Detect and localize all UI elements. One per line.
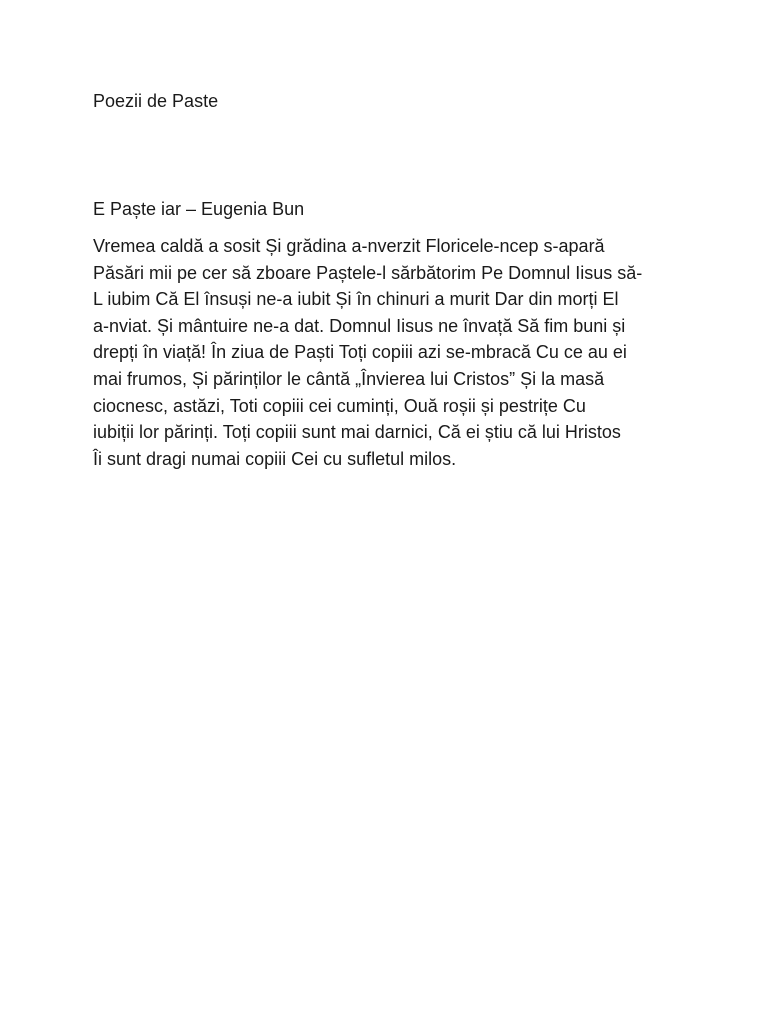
poem-line: iubiții lor părinți. Toți copiii sunt mai darnici, Că ei știu că lui Hristos [93,422,621,443]
poem-heading: E Paște iar – Eugenia Bun [93,199,305,219]
poem-line: L iubim Că El însuși ne-a iubit Și în chinuri a murit Dar din morți El [93,289,619,310]
poem-line: ciocnesc, astăzi, Toti copiii cei cuminți, Ouă roșii și pestrițe Cu [93,395,586,416]
poem-line: Păsări mii pe cer să zboare Paștele-l sărbătorim Pe Domnul Iisus să- [93,262,643,283]
poem-line: drepți în viață! În ziua de Paști Toți copiii azi se-mbracă Cu ce au ei [93,342,627,363]
poem-line: Vremea caldă a sosit Și grădina a-nverzit Floricele-ncep s-apară [93,236,605,256]
poem-line: Îi sunt dragi numai copiii Cei cu sufletul milos. [93,448,457,469]
poem-line: a-nviat. Și mântuire ne-a dat. Domnul Iisus ne învață Să fim buni și [93,315,626,336]
poem-body [93,233,683,472]
document-title: Poezii de Paste [93,91,219,111]
poem-line: mai frumos, Și părinților le cântă „Învierea lui Cristos” Și la masă [93,368,605,389]
